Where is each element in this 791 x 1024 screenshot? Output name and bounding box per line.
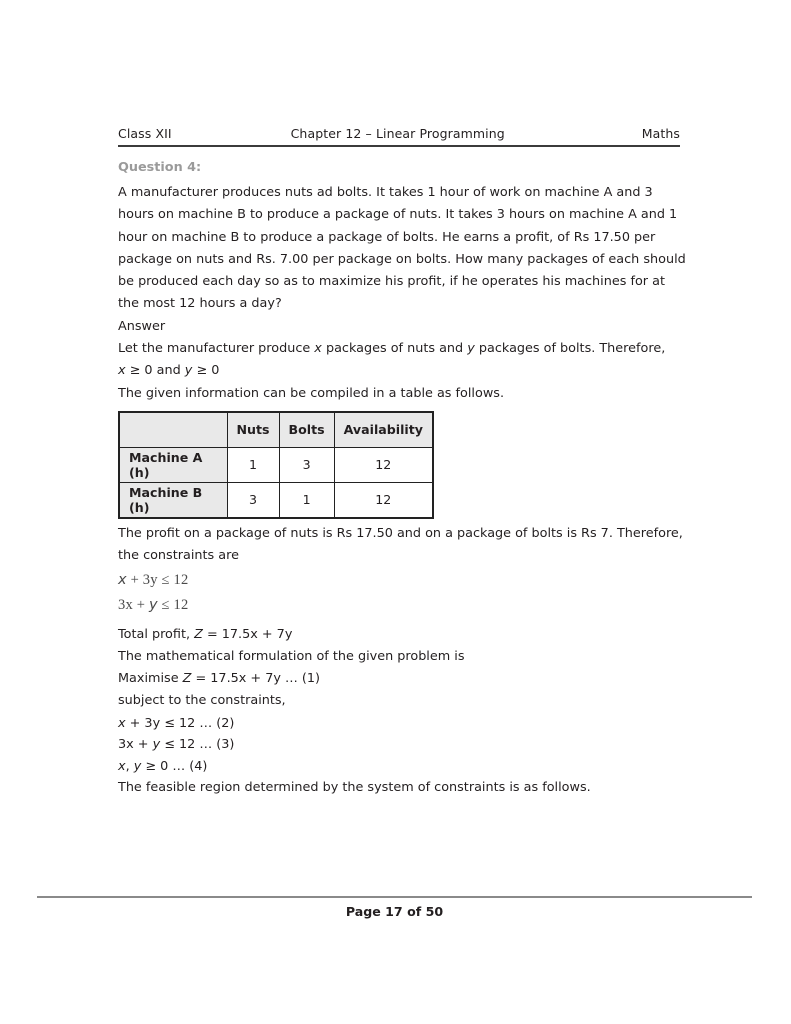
closing-line: The feasible region determined by the system of constraints is as follows. <box>118 780 591 796</box>
total-profit-line: Total profit, Z = 17.5x + 7y <box>118 626 293 642</box>
table-cell-availability: 12 <box>334 482 433 518</box>
constraint-line-2: x + 3y ≤ 12 … (2) <box>118 715 235 731</box>
header-divider <box>118 145 680 147</box>
formulation-intro-line: The mathematical formulation of the given problem is <box>118 648 465 664</box>
machine-hours-table <box>118 411 434 519</box>
answer-nonnegativity-line: x ≥ 0 and y ≥ 0 <box>118 363 220 379</box>
table-header-bolts: Bolts <box>279 412 334 448</box>
header-class: Class XII <box>118 126 172 141</box>
answer-label: Answer <box>118 318 166 334</box>
table-cell-nuts: 3 <box>227 482 279 518</box>
header-chapter: Chapter 12 – Linear Programming <box>290 126 505 141</box>
constraints-intro-line1: The profit on a package of nuts is Rs 17.50 and on a package of bolts is Rs 7. Therefore, <box>118 525 683 541</box>
table-row-label: Machine A (h) <box>119 447 227 482</box>
subject-to-line: subject to the constraints, <box>118 693 286 709</box>
question-label: Question 4: <box>118 160 202 175</box>
answer-let-line: Let the manufacturer produce x packages of nuts and y packages of bolts. Therefore, <box>118 341 666 357</box>
table-cell-availability: 12 <box>334 447 433 482</box>
page-content <box>118 157 690 800</box>
table-row-label: Machine B (h) <box>119 482 227 518</box>
footer-divider <box>37 896 752 898</box>
table-row <box>119 482 433 518</box>
table-cell-bolts: 3 <box>279 447 334 482</box>
running-header <box>118 126 680 141</box>
question-text: A manufacturer produces nuts ad bolts. It takes 1 hour of work on machine A and 3 hours on machine B to produce a package of nuts. It takes 3 hours on machine A and 1 hour on machine B to produce a package of bolts. He earns a profit, of Rs 17.50 per package on nuts and Rs. 7.00 per package on bolts. How many packages of each should be produced each day so as to maximize his profit, if he operates his machines for at the most 12 hours a day? <box>118 185 686 312</box>
equation-constraint-2: 3x + y ≤ 12 <box>118 596 189 613</box>
table-intro-line: The given information can be compiled in a table as follows. <box>118 385 505 401</box>
constraints-intro-line2: the constraints are <box>118 548 239 564</box>
table-cell-bolts: 1 <box>279 482 334 518</box>
objective-function-line: Maximise Z = 17.5x + 7y … (1) <box>118 671 320 687</box>
table-header-availability: Availability <box>334 412 433 448</box>
constraint-line-3: 3x + y ≤ 12 … (3) <box>118 737 235 753</box>
machine-table-wrapper <box>118 411 690 519</box>
table-corner-cell <box>119 412 227 448</box>
table-header-row <box>119 412 433 448</box>
table-cell-nuts: 1 <box>227 447 279 482</box>
table-row <box>119 447 433 482</box>
header-subject: Maths <box>641 126 680 141</box>
page-number: Page 17 of 50 <box>345 904 444 919</box>
table-header-nuts: Nuts <box>227 412 279 448</box>
constraint-line-4: x, y ≥ 0 … (4) <box>118 758 208 774</box>
equation-constraint-1: x + 3y ≤ 12 <box>118 571 189 588</box>
